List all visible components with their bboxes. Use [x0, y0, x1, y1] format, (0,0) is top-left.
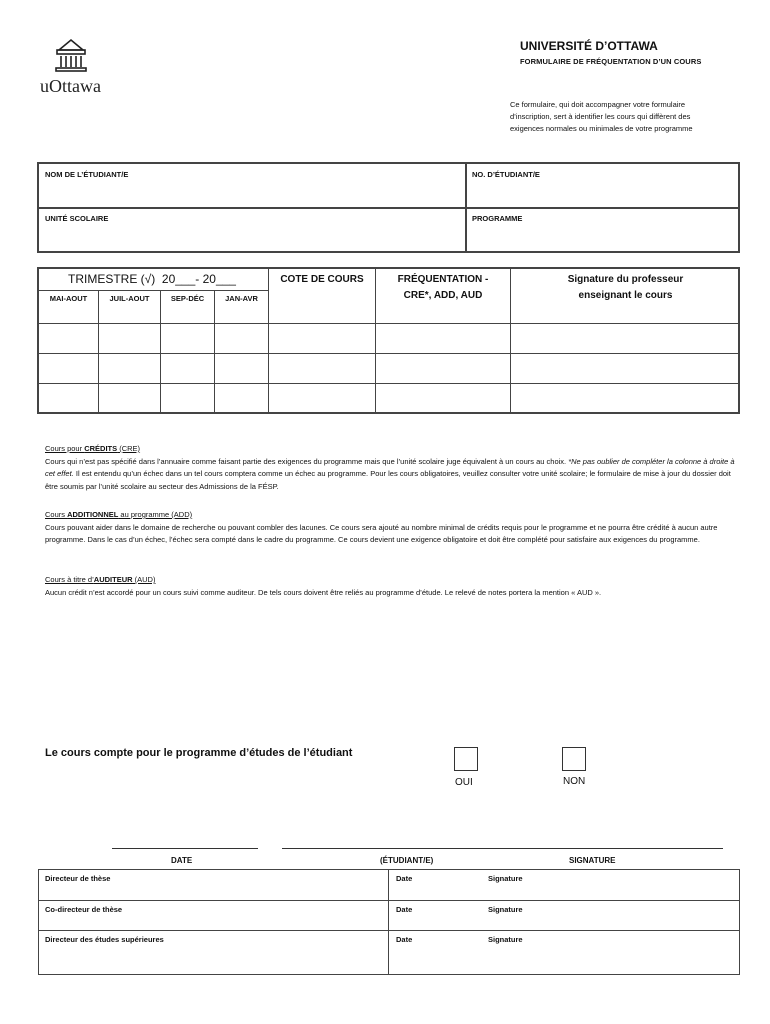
signature-header-line2: enseignant le cours [578, 290, 673, 301]
additional-note-title: Cours ADDITIONNEL au programme (ADD) [45, 510, 193, 519]
graduate-director-row: Directeur des études supérieures [45, 935, 164, 944]
signature-header-line1: Signature du professeur [567, 274, 684, 285]
date-label: DATE [171, 856, 193, 865]
co-director-row: Co-directeur de thèse [45, 905, 123, 914]
auditor-note-text: Aucun crédit n’est accordé pour un cours suivi comme auditeur. De tels cours doivent être reliés au programme d’étude. Le relevé de notes portera la mention « AUD ». [45, 587, 602, 597]
student-signature-line[interactable] [282, 848, 723, 849]
credit-note-text: Cours qui n’est pas spécifié dans l’annuaire comme faisant partie des exigences du programme mais que l’unité scolaire juge équivalent à un cours au choix. *Ne pas oublier de compléter la colonne à droite à cet effet. Il est entendu qu’un échec dans un tel cours comptera comme un échec au programme. Pour les cours obligatoires, veuillez consulter votre unité scolaire; le formulaire de mise à jour du dossier doit être soumis par l’unité scolaire au secteur des Admissions de la FÉSP. [45, 456, 735, 491]
term-may-aug: MAI-AOUT [49, 294, 88, 303]
additional-note-text: Cours pouvant aider dans le domaine de recherche ou pouvant combler des lacunes. Ce cours sera ajouté au nombre minimal de crédits requis pour le programme et ne pourra être crédité à aucun autre programme. Dans le cas d’un échec, l’échec sera compté dans le cadre du programme. Ce cours devient une exigence obligatoire et doit être complété pour satisfaire aux exigences du programme. [45, 522, 718, 544]
no-label: NON [563, 776, 586, 787]
co-director-signature[interactable]: Signature [488, 905, 523, 914]
intro-line-3: exigences normales ou minimales de votre programme [510, 124, 693, 133]
term-jan-apr: JAN-AVR [225, 294, 258, 303]
thesis-director-date[interactable]: Date [396, 874, 413, 883]
attendance-header-line2: CRE*, ADD, AUD [403, 290, 483, 301]
attendance-header-line1: FRÉQUENTATION - [397, 274, 489, 285]
signature-label: SIGNATURE [569, 856, 616, 865]
thesis-director-row: Directeur de thèse [45, 874, 111, 883]
student-name-field[interactable]: NOM DE L’ÉTUDIANT/E [45, 170, 129, 179]
program-question: Le cours compte pour le programme d’études de l’étudiant [45, 747, 353, 759]
additional-note [45, 509, 740, 547]
thesis-director-signature[interactable]: Signature [488, 874, 523, 883]
graduate-director-date[interactable]: Date [396, 935, 413, 944]
yes-label: OUI [455, 777, 473, 788]
logo-wordmark: uOttawa [40, 76, 101, 96]
credit-note [45, 443, 740, 493]
form-intro [510, 99, 738, 135]
university-logo [40, 36, 110, 98]
academic-unit-field[interactable]: UNITÉ SCOLAIRE [45, 214, 109, 223]
program-field[interactable]: PROGRAMME [472, 214, 523, 223]
trimester-header: TRIMESTRE (√) 20___- 20___ [68, 272, 236, 286]
course-code-header: COTE DE COURS [280, 274, 364, 285]
building-icon [40, 36, 110, 80]
graduate-director-signature[interactable]: Signature [488, 935, 523, 944]
auditor-note [45, 574, 740, 599]
yes-checkbox[interactable] [454, 747, 478, 771]
intro-line-2: d’inscription, sert à identifier les cours qui diffèrent des [510, 112, 691, 121]
term-jul-aug: JUIL-AOUT [109, 294, 150, 303]
approval-table [38, 869, 740, 975]
co-director-date[interactable]: Date [396, 905, 413, 914]
attendance-header [376, 272, 510, 304]
professor-signature-header [511, 272, 740, 304]
no-checkbox[interactable] [562, 747, 586, 771]
form-title: FORMULAIRE DE FRÉQUENTATION D’UN COURS [520, 57, 702, 66]
term-sep-dec: SEP-DÉC [170, 294, 205, 303]
student-label: (ÉTUDIANT/E) [380, 856, 434, 865]
credit-note-title: Cours pour CRÉDITS (CRE) [45, 444, 141, 453]
student-number-field[interactable]: NO. D’ÉTUDIANT/E [472, 170, 540, 179]
date-line[interactable] [112, 848, 258, 849]
university-name: UNIVERSITÉ D’OTTAWA [520, 39, 658, 53]
auditor-note-title: Cours à titre d’AUDITEUR (AUD) [45, 575, 156, 584]
intro-line-1: Ce formulaire, qui doit accompagner votre formulaire [510, 100, 686, 109]
